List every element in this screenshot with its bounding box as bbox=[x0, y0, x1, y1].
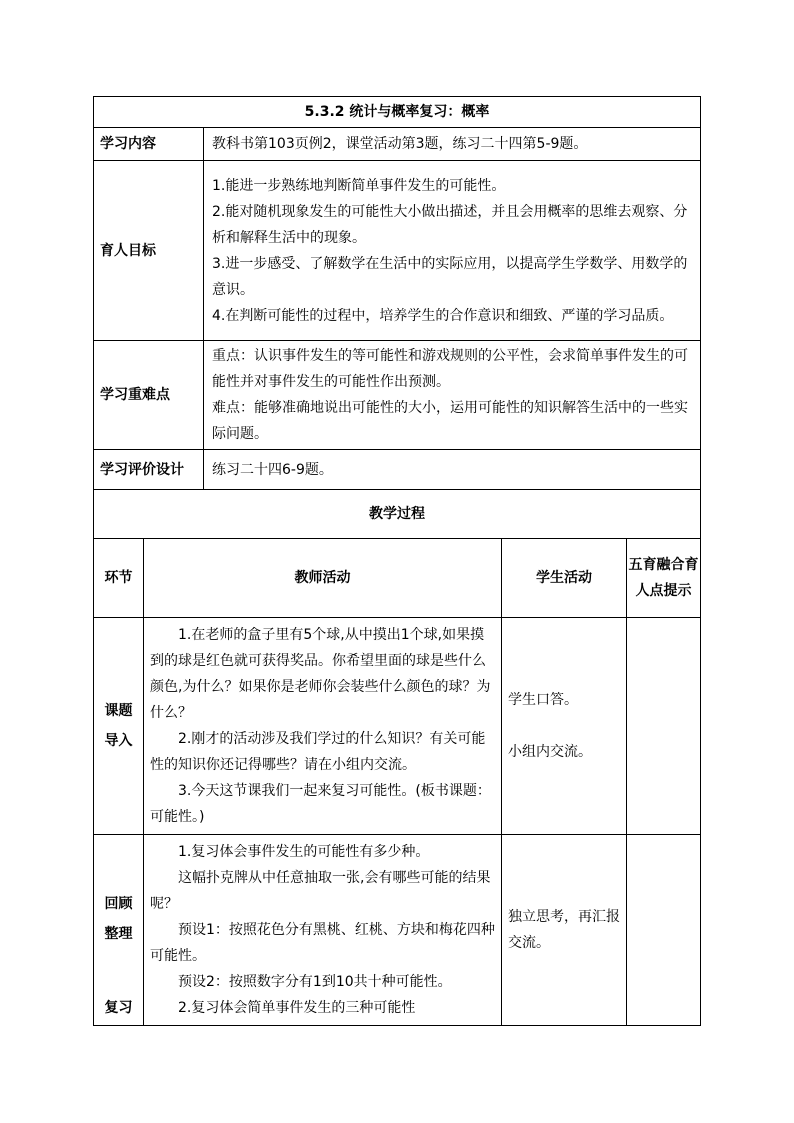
tips-review bbox=[627, 835, 701, 1026]
student-activity-intro bbox=[502, 618, 627, 835]
review-activity-2: 这幅扑克牌从中任意抽取一张,会有哪些可能的结果呢？ bbox=[150, 870, 491, 912]
review-activity-1: 1.复习体会事件发生的可能性有多少种。 bbox=[178, 844, 430, 860]
segment-review bbox=[94, 835, 144, 1026]
student-review-1: 独立思考，再汇报交流。 bbox=[508, 909, 620, 951]
lesson-plan-table bbox=[93, 96, 701, 1026]
header-student-activity: 学生活动 bbox=[502, 539, 627, 618]
intro-activity-2: 2.刚才的活动涉及我们学过的什么知识？有关可能性的知识你还记得哪些？请在小组内交流。 bbox=[150, 731, 486, 773]
label-key-points: 学习重难点 bbox=[94, 341, 204, 450]
student-intro-spacer bbox=[508, 713, 620, 739]
goal-line-1: 1.能进一步熟练地判断简单事件发生的可能性。 bbox=[212, 177, 506, 194]
lesson-title: 5.3.2 统计与概率复习：概率 bbox=[94, 97, 701, 128]
student-intro-1: 学生口答。 bbox=[508, 692, 578, 708]
review-activity-3: 预设1：按照花色分有黑桃、红桃、方块和梅花四种可能性。 bbox=[150, 922, 495, 964]
review-activity-4: 预设2：按照数字分有1到10共十种可能性。 bbox=[178, 974, 452, 990]
header-teacher-activity: 教师活动 bbox=[144, 539, 502, 618]
goal-line-4: 4.在判断可能性的过程中，培养学生的合作意识和细致、严谨的学习品质。 bbox=[212, 307, 674, 324]
learning-content-text: 教科书第103页例2，课堂活动第3题，练习二十四第5-9题。 bbox=[204, 128, 701, 161]
segment-intro-line-2: 导入 bbox=[104, 733, 133, 749]
segment-review-line-2: 整理 bbox=[104, 926, 133, 942]
segment-review-spacer bbox=[94, 949, 143, 993]
teacher-activity-intro bbox=[144, 618, 502, 835]
lesson-plan-page bbox=[93, 96, 700, 1026]
segment-review-line-3: 复习 bbox=[104, 1000, 133, 1016]
student-intro-2: 小组内交流。 bbox=[508, 744, 592, 760]
student-activity-review bbox=[502, 835, 627, 1026]
goal-line-2: 2.能对随机现象发生的可能性大小做出描述，并且会用概率的思维去观察、分析和解释生活中的现象。 bbox=[212, 203, 688, 246]
segment-review-line-1: 回顾 bbox=[104, 896, 133, 912]
segment-intro bbox=[94, 618, 144, 835]
intro-activity-1: 1.在老师的盒子里有5个球,从中摸出1个球,如果摸到的球是红色就可获得奖品。你希望里面的球是些什么颜色,为什么？如果你是老师你会装些什么颜色的球？为什么？ bbox=[150, 627, 491, 721]
evaluation-design-text: 练习二十四6-9题。 bbox=[204, 450, 701, 490]
header-five-education-tips: 五育融合育人点提示 bbox=[627, 539, 701, 618]
header-segment: 环节 bbox=[94, 539, 144, 618]
key-point-line: 重点：认识事件发生的等可能性和游戏规则的公平性，会求简单事件发生的可能性并对事件发生的可能性作出预测。 bbox=[212, 348, 688, 390]
label-education-goals: 育人目标 bbox=[94, 161, 204, 341]
education-goals-text bbox=[204, 161, 701, 341]
teaching-process-title: 教学过程 bbox=[94, 490, 701, 539]
review-activity-5: 2.复习体会简单事件发生的三种可能性 bbox=[178, 1000, 416, 1016]
difficult-point-line: 难点：能够准确地说出可能性的大小，运用可能性的知识解答生活中的一些实际问题。 bbox=[212, 400, 688, 442]
key-points-text bbox=[204, 341, 701, 450]
label-learning-content: 学习内容 bbox=[94, 128, 204, 161]
tips-intro bbox=[627, 618, 701, 835]
intro-activity-3: 3.今天这节课我们一起来复习可能性。(板书课题：可能性。) bbox=[150, 783, 491, 825]
goal-line-3: 3.进一步感受、了解数学在生活中的实际应用，以提高学生学数学、用数学的意识。 bbox=[212, 255, 688, 298]
teacher-activity-review bbox=[144, 835, 502, 1026]
label-evaluation-design: 学习评价设计 bbox=[94, 450, 204, 490]
segment-intro-line-1: 课题 bbox=[104, 703, 133, 719]
